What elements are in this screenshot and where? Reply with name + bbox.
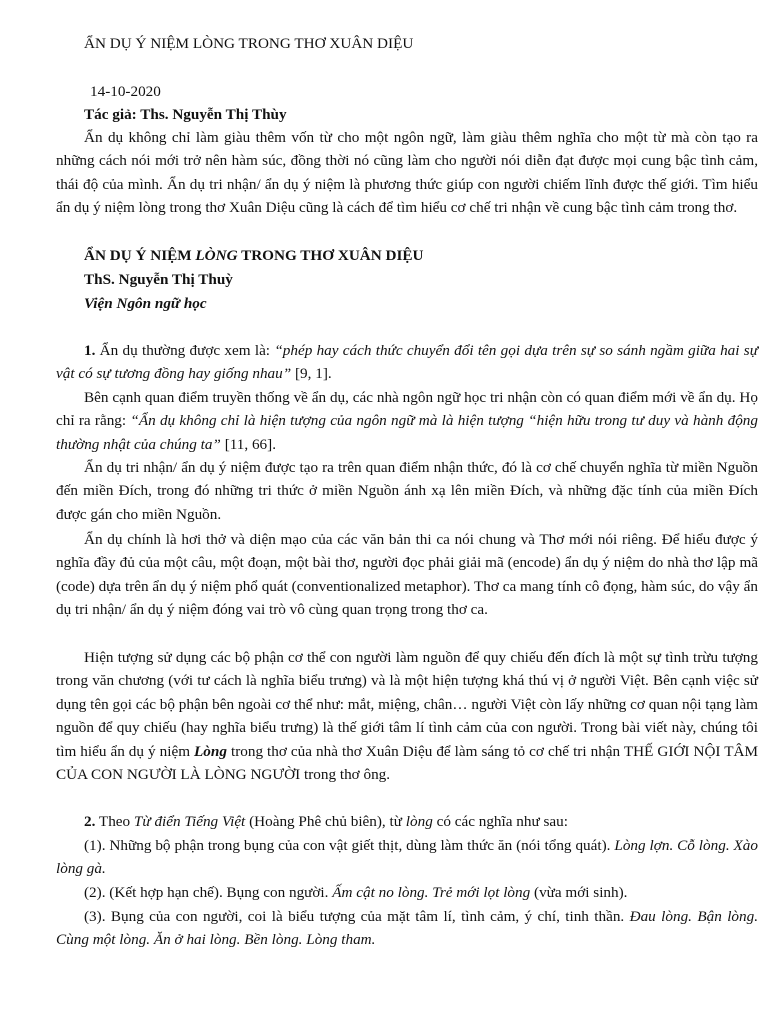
def2-example: Ấm cật no lòng. Trẻ mới lọt lòng xyxy=(332,884,531,901)
def1-example: Lòng lợn. Cỗ lòng. Xào lòng gà. xyxy=(56,837,758,878)
definition-2 xyxy=(56,881,758,904)
paragraph-4: Ẩn dụ chính là hơi thở và diện mạo của các văn bản thi ca nói chung và Thơ mới nói riêng. Để hiểu được ý nghĩa đầy đủ của một câu, một đoạn, một bài thơ, người đọc phải giải mã (encode) ẩn dụ ý niệm do nhà thơ lập mã (code) dựa trên ẩn dụ ý niệm phổ quát (conventionalized metaphor). Thơ ca mang tính cô đọng, hàm súc, do vậy ẩn dụ tri nhận/ ẩn dụ ý niệm đóng vai trò vô cùng quan trọng trong thơ ca. xyxy=(56,531,758,619)
p6-dictionary-title: Từ điển Tiếng Việt xyxy=(133,813,246,830)
heading-author xyxy=(84,268,233,291)
publish-date: 14-10-2020 xyxy=(90,83,161,100)
definition-3 xyxy=(56,905,758,952)
p6-b: (Hoàng Phê chủ biên), từ xyxy=(245,813,406,830)
p2-text: Bên cạnh quan điểm truyền thống về ẩn dụ, các nhà ngôn ngữ học tri nhận còn có quan điểm mới về ẩn dụ. Họ chỉ ra rằng: xyxy=(56,389,758,430)
paragraph-2 xyxy=(56,386,758,456)
p6-c: có các nghĩa như sau: xyxy=(432,813,568,830)
def2-after: (vừa mới sinh). xyxy=(530,884,628,901)
section-number-2: 2. xyxy=(84,813,96,830)
def3-example: Đau lòng. Bận lòng. Cùng một lòng. Ăn ở hai lòng. Bền lòng. Lòng tham. xyxy=(56,908,758,949)
definition-1 xyxy=(56,834,758,881)
def2-text: (2). (Kết hợp hạn chế). Bụng con người. xyxy=(84,884,333,901)
def1-text: (1). Những bộ phận trong bụng của con vật giết thịt, dùng làm thức ăn (nói tổng quát). xyxy=(84,837,615,854)
heading-part-2: TRONG THƠ XUÂN DIỆU xyxy=(237,247,424,264)
p1-ref: [9, 1]. xyxy=(291,365,332,383)
p6-a: Theo xyxy=(95,813,134,830)
section-number-1: 1. xyxy=(84,342,96,359)
p5-bold-italic-word: Lòng xyxy=(194,742,227,760)
p1-quote: “phép hay cách thức chuyển đổi tên gọi dựa trên sự so sánh ngầm giữa hai sự vật có sự tương đồng hay giống nhau” xyxy=(56,342,758,383)
paragraph-5 xyxy=(56,646,758,786)
paragraph-6 xyxy=(56,810,758,833)
p1-text: Ẩn dụ thường được xem là: xyxy=(95,342,275,359)
article-heading xyxy=(84,244,424,267)
page-title: ẨN DỤ Ý NIỆM LÒNG TRONG THƠ XUÂN DIỆU xyxy=(84,35,414,52)
p5-text: Hiện tượng sử dụng các bộ phận cơ thể con người làm nguồn để quy chiếu đến đích là một sự tình trừu tượng trong văn chương (với tư cách là nghĩa biểu trưng) và là một hiện tượng khá thú vị ở người Việt. Bên cạnh việc sử dụng tên gọi các bộ phận bên ngoài cơ thể như: mắt, miệng, chân… người Việt còn lấy những cơ quan nội tạng làm nguồn để quy chiếu (hay nghĩa biểu trưng) là thế giới tâm lí tình cảm của con người. Trong bài viết này, chúng tôi tìm hiểu ẩn dụ ý niệm xyxy=(56,649,758,760)
paragraph-3: Ẩn dụ tri nhận/ ẩn dụ ý niệm được tạo ra trên quan điểm nhận thức, đó là cơ chế chuyển nghĩa từ miền Nguồn đến miền Đích, trong đó những tri thức ở miền Nguồn ánh xạ lên miền Đích, và những đặc tính của miền Đích được gán cho miền Nguồn. xyxy=(56,459,758,523)
p2-ref: [11, 66]. xyxy=(220,435,277,453)
def3-text: (3). Bụng của con người, coi là biểu tượng của mặt tâm lí, tình cảm, ý chí, tinh thần. xyxy=(84,908,630,925)
p5-after: trong thơ của nhà thơ Xuân Diệu để làm sáng tỏ cơ chế tri nhận THẾ GIỚI NỘI TÂM CỦA CON NGƯỜI LÀ LÒNG NGƯỜI trong thơ ông. xyxy=(56,742,758,784)
p6-word: lòng xyxy=(405,813,433,830)
heading-part-1: ẨN DỤ Ý NIỆM xyxy=(84,247,196,264)
author-text: Tác giả: Ths. Nguyễn Thị Thùy xyxy=(84,106,287,123)
author-line xyxy=(84,103,287,126)
heading-affiliation xyxy=(84,292,207,315)
p2-quote: “Ẩn dụ không chỉ là hiện tượng của ngôn ngữ mà là hiện tượng “hiện hữu trong tư duy và hành động thường nhật của chúng ta” xyxy=(56,412,758,453)
heading-author-text: ThS. Nguyễn Thị Thuỳ xyxy=(84,271,233,288)
heading-affiliation-text: Viện Ngôn ngữ học xyxy=(84,295,207,312)
paragraph-1 xyxy=(56,339,758,386)
heading-italic-word: LÒNG xyxy=(195,247,238,264)
intro-paragraph: Ẩn dụ không chỉ làm giàu thêm vốn từ cho một ngôn ngữ, làm giàu thêm nghĩa cho một từ mà còn tạo ra những cách nói mới trở nên hàm súc, đồng thời nó cũng làm cho người nói diễn đạt được mọi cung bậc tình cảm, thái độ của mình. Ẩn dụ tri nhận/ ẩn dụ ý niệm là phương thức giúp con người chiếm lĩnh được thế giới. Tìm hiểu ẩn dụ ý niệm lòng trong thơ Xuân Diệu cũng là cách để tìm hiểu cơ chế tri nhận về cung bậc tình cảm trong thơ. xyxy=(56,129,758,217)
